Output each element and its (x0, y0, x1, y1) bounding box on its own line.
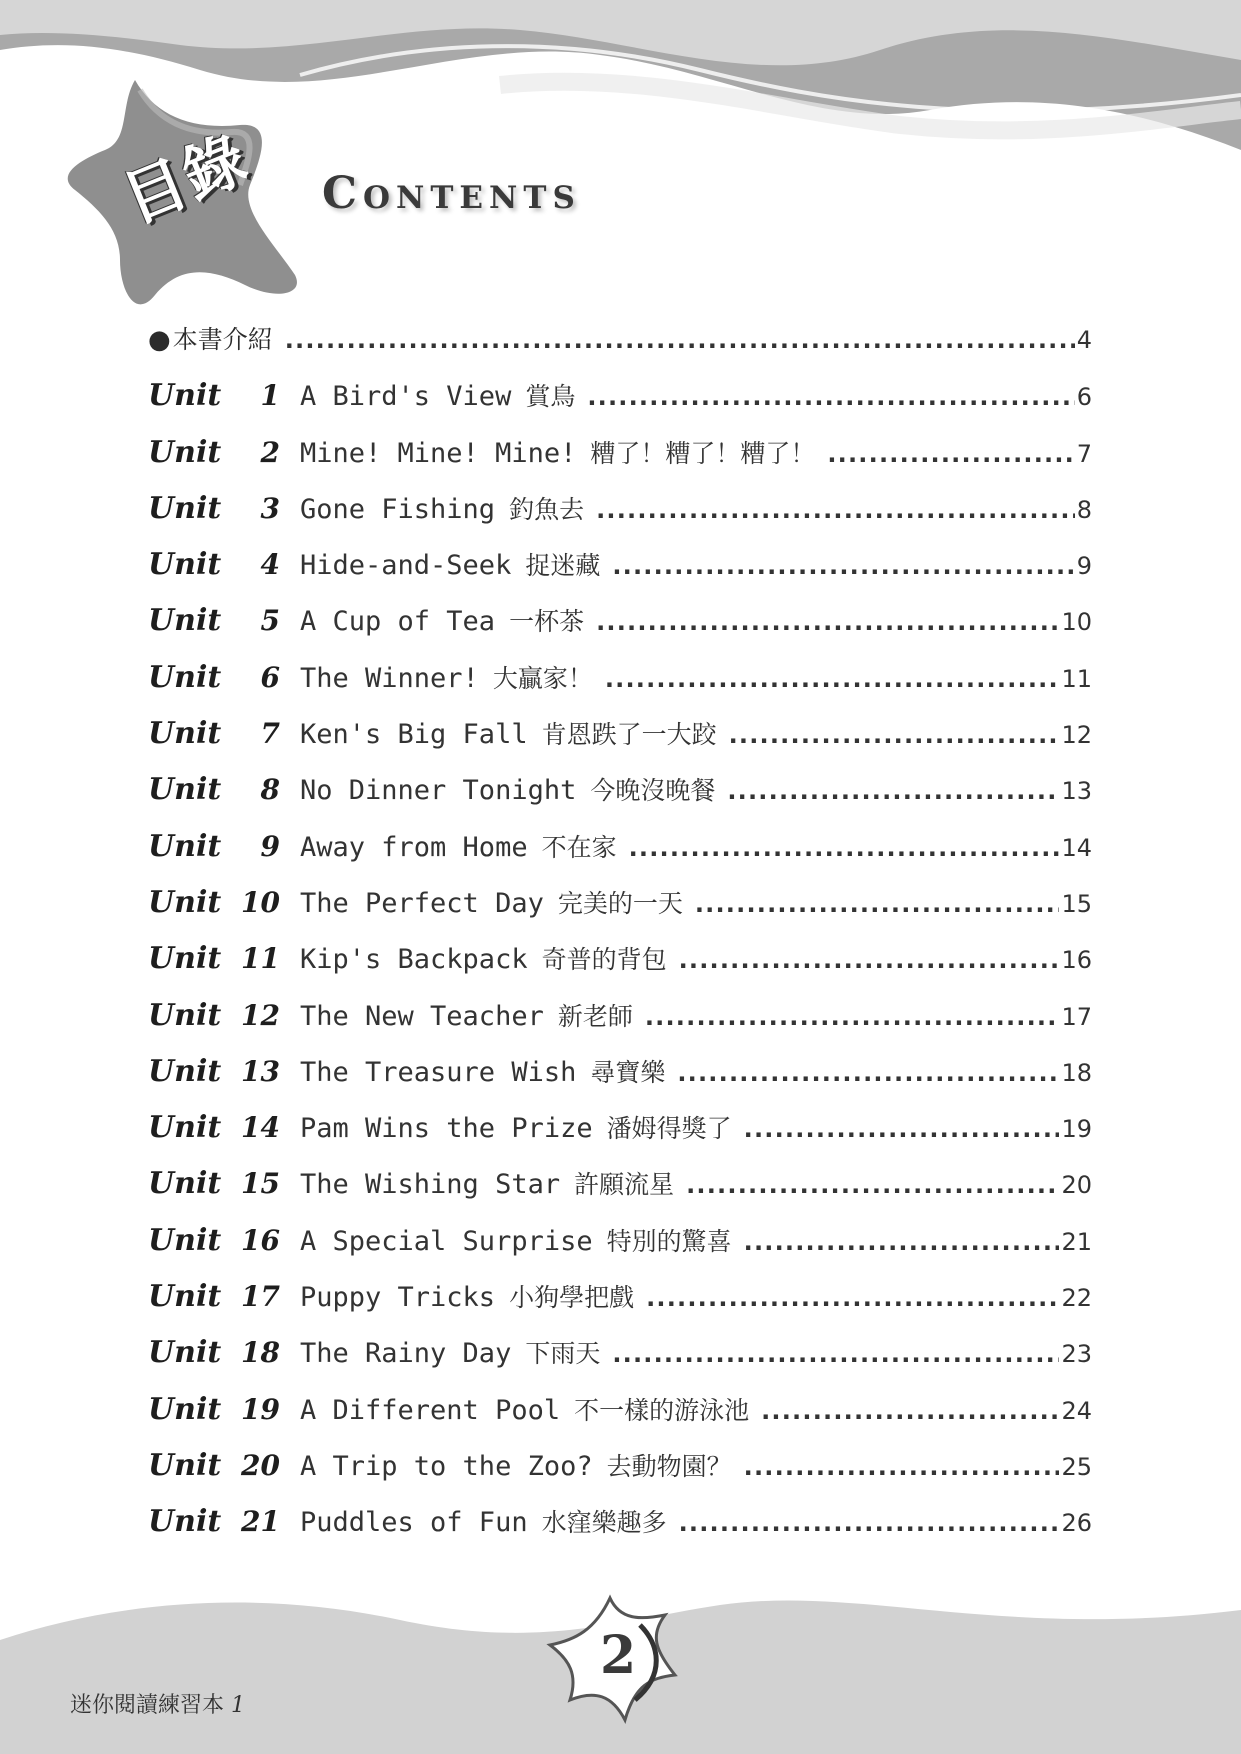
unit-label: Unit (148, 1391, 222, 1427)
footer-book-title (70, 1688, 245, 1719)
unit-label: Unit (148, 490, 222, 526)
dot-leader (679, 932, 1060, 988)
page-number-ref: 22 (1061, 1284, 1092, 1313)
unit-label: Unit (148, 547, 222, 583)
unit-title-zh: 水窪樂趣多 (541, 1508, 667, 1538)
toc-unit-row[interactable] (148, 593, 1092, 649)
unit-number: 7 (260, 717, 280, 751)
unit-label: Unit (148, 772, 222, 808)
dot-leader (679, 1495, 1060, 1551)
unit-label: Unit (148, 997, 222, 1033)
unit-label: Unit (148, 941, 222, 977)
page-number: 2 (600, 1625, 637, 1686)
unit-number: 9 (260, 829, 280, 863)
badge-title: 目錄 (112, 121, 259, 237)
unit-label: Unit (148, 1053, 222, 1089)
toc-unit-row[interactable] (148, 650, 1092, 706)
unit-number: 18 (241, 1336, 280, 1370)
unit-number: 2 (260, 435, 280, 469)
dot-leader (744, 1214, 1060, 1270)
toc-unit-row[interactable] (148, 1156, 1092, 1212)
unit-title-zh: 今晚沒晚餐 (590, 776, 716, 806)
toc-unit-row[interactable] (148, 1100, 1092, 1156)
intro-label: 本書介紹 (172, 325, 273, 354)
toc-unit-row[interactable] (148, 819, 1092, 875)
unit-number: 5 (260, 604, 280, 638)
unit-label: Unit (148, 1166, 222, 1202)
dot-leader (744, 1439, 1060, 1495)
unit-label: Unit (148, 434, 222, 470)
toc-unit-row[interactable] (148, 368, 1092, 424)
unit-title-zh: 潘姆得獎了 (606, 1114, 732, 1144)
dot-leader (646, 1270, 1059, 1326)
page-number-ref: 15 (1061, 889, 1092, 918)
unit-label: Unit (148, 1222, 222, 1258)
dot-leader (596, 482, 1075, 538)
unit-title-zh: 一杯茶 (509, 607, 585, 637)
unit-number: 14 (241, 1111, 280, 1145)
page-number-ref: 14 (1061, 833, 1092, 862)
unit-title-zh: 糟了！糟了！糟了！ (590, 438, 816, 468)
unit-title-zh: 奇普的背包 (541, 945, 667, 975)
unit-title-en: A Special Surprise (300, 1225, 593, 1257)
unit-title-zh: 不一樣的游泳池 (574, 1395, 750, 1425)
page-number-ref: 23 (1061, 1340, 1092, 1369)
unit-title-en: Puddles of Fun (300, 1507, 528, 1539)
page-number-ref: 9 (1076, 552, 1092, 581)
toc-unit-row[interactable] (148, 988, 1092, 1044)
unit-number: 16 (241, 1223, 280, 1257)
unit-label: Unit (148, 378, 222, 414)
toc-unit-row[interactable] (148, 481, 1092, 537)
unit-title-en: The Wishing Star (300, 1169, 561, 1201)
toc-unit-row[interactable] (148, 537, 1092, 593)
unit-title-en: Pam Wins the Prize (300, 1113, 593, 1145)
toc-unit-row[interactable] (148, 1213, 1092, 1269)
dot-leader (605, 651, 1060, 707)
dot-leader (744, 1101, 1060, 1157)
unit-title-en: Puppy Tricks (300, 1282, 496, 1314)
unit-number: 3 (260, 491, 280, 525)
unit-label: Unit (148, 1335, 222, 1371)
toc-unit-row[interactable] (148, 425, 1092, 481)
bullet-icon: ● (148, 325, 171, 355)
unit-label: Unit (148, 884, 222, 920)
unit-number: 12 (241, 998, 280, 1032)
unit-title-en: The New Teacher (300, 1000, 544, 1032)
unit-title-en: Gone Fishing (300, 493, 496, 525)
unit-title-zh: 不在家 (541, 832, 617, 862)
unit-title-en: A Trip to the Zoo? (300, 1450, 593, 1482)
dot-leader (612, 1326, 1059, 1382)
dot-leader (827, 426, 1074, 482)
dot-leader (645, 989, 1060, 1045)
page-number-ref: 25 (1061, 1452, 1092, 1481)
unit-title-zh: 去動物園？ (606, 1451, 732, 1481)
unit-title-zh: 捉迷藏 (525, 551, 601, 581)
unit-label: Unit (148, 1110, 222, 1146)
toc-unit-row[interactable] (148, 1325, 1092, 1381)
page-number-ref: 20 (1061, 1171, 1092, 1200)
unit-title-en: The Treasure Wish (300, 1056, 577, 1088)
unit-title-zh: 肯恩跌了一大跤 (541, 720, 717, 750)
toc-unit-row[interactable] (148, 931, 1092, 987)
unit-number: 15 (241, 1167, 280, 1201)
page-number-ref: 12 (1061, 721, 1092, 750)
unit-number: 13 (241, 1054, 280, 1088)
page-number-ref: 7 (1076, 439, 1092, 468)
unit-label: Unit (148, 1279, 222, 1315)
unit-title-zh: 大贏家！ (492, 663, 593, 693)
dot-leader (729, 707, 1060, 763)
unit-title-zh: 小狗學把戲 (509, 1283, 635, 1313)
unit-title-en: Mine! Mine! Mine! (300, 437, 577, 469)
unit-number: 10 (241, 885, 280, 919)
dot-leader (596, 594, 1059, 650)
unit-number: 1 (260, 379, 280, 413)
unit-number: 6 (260, 660, 280, 694)
unit-title-en: Hide-and-Seek (300, 550, 512, 582)
page-number-ref: 21 (1061, 1227, 1092, 1256)
page-number-ref: 8 (1076, 495, 1092, 524)
toc-unit-row[interactable] (148, 1269, 1092, 1325)
unit-label: Unit (148, 1504, 222, 1540)
page-number-ref: 6 (1076, 383, 1092, 412)
unit-label: Unit (148, 828, 222, 864)
book-title: 迷你閱讀練習本 (70, 1693, 225, 1718)
book-volume: 1 (231, 1693, 246, 1718)
page-number-ref: 10 (1061, 608, 1092, 637)
toc-unit-row[interactable] (148, 762, 1092, 818)
unit-title-en: The Rainy Day (300, 1338, 512, 1370)
dot-leader (761, 1383, 1059, 1439)
unit-title-en: A Bird's View (300, 381, 512, 413)
toc-unit-row[interactable] (148, 875, 1092, 931)
unit-title-en: Kip's Backpack (300, 944, 528, 976)
unit-label: Unit (148, 603, 222, 639)
unit-number: 21 (241, 1505, 280, 1539)
unit-number: 4 (260, 548, 280, 582)
toc-intro-row[interactable] (148, 312, 1092, 368)
unit-title-en: No Dinner Tonight (300, 775, 577, 807)
dot-leader (686, 1157, 1059, 1213)
unit-number: 11 (241, 942, 280, 976)
dot-leader (677, 1045, 1059, 1101)
table-of-contents (148, 312, 1092, 1551)
unit-number: 20 (241, 1448, 280, 1482)
unit-label: Unit (148, 1447, 222, 1483)
toc-unit-row[interactable] (148, 706, 1092, 762)
dot-leader (612, 538, 1074, 594)
page-number-ref: 4 (1076, 326, 1092, 354)
unit-title-en: Away from Home (300, 831, 528, 863)
unit-title-zh: 下雨天 (525, 1339, 601, 1369)
unit-title-zh: 尋寶樂 (590, 1057, 666, 1087)
unit-title-zh: 特別的驚喜 (606, 1226, 732, 1256)
page-number-ref: 17 (1061, 1002, 1092, 1031)
dot-leader (285, 312, 1075, 368)
page-number-ref: 18 (1061, 1058, 1092, 1087)
dot-leader (695, 876, 1060, 932)
page-number-ref: 16 (1061, 946, 1092, 975)
page-number-ref: 13 (1061, 777, 1092, 806)
dot-leader (629, 820, 1060, 876)
unit-label: Unit (148, 659, 222, 695)
unit-number: 8 (260, 773, 280, 807)
unit-title-zh: 釣魚去 (509, 494, 585, 524)
unit-title-zh: 賞鳥 (525, 382, 576, 412)
toc-unit-row[interactable] (148, 1382, 1092, 1438)
unit-title-en: A Different Pool (300, 1394, 561, 1426)
unit-title-zh: 完美的一天 (557, 888, 683, 918)
page-number-ref: 19 (1061, 1115, 1092, 1144)
page-number-ref: 11 (1061, 664, 1092, 693)
unit-label: Unit (148, 716, 222, 752)
page-title: Contents (322, 168, 581, 219)
unit-number: 19 (241, 1392, 280, 1426)
page-number-ref: 24 (1061, 1396, 1092, 1425)
unit-title-zh: 新老師 (557, 1001, 633, 1031)
unit-title-en: Ken's Big Fall (300, 719, 528, 751)
unit-title-en: The Winner! (300, 662, 479, 694)
toc-unit-row[interactable] (148, 1438, 1092, 1494)
unit-title-en: A Cup of Tea (300, 606, 496, 638)
page-number-ref: 26 (1061, 1509, 1092, 1538)
dot-leader (587, 369, 1074, 425)
unit-number: 17 (241, 1280, 280, 1314)
toc-unit-row[interactable] (148, 1494, 1092, 1550)
dot-leader (727, 763, 1059, 819)
unit-title-zh: 許願流星 (574, 1170, 675, 1200)
toc-unit-row[interactable] (148, 1044, 1092, 1100)
unit-title-en: The Perfect Day (300, 887, 544, 919)
